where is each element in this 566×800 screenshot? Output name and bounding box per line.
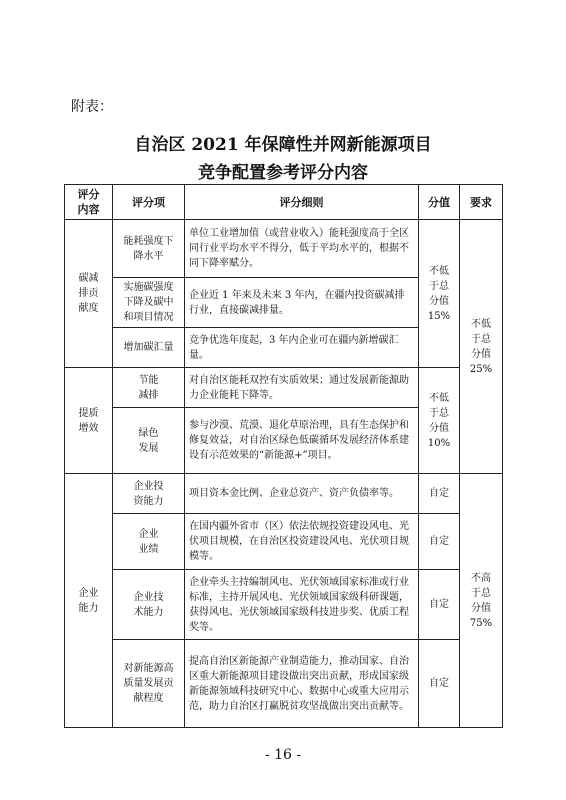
score-cell: 自定 xyxy=(419,514,460,570)
detail-cell: 单位工业增加值（或营业收入）能耗强度高于全区同行业平均水平不得分，低于平均水平的，根据不同下降率赋分。 xyxy=(185,220,419,278)
item-cell: 增加碳汇量 xyxy=(113,328,185,368)
document-title-line1: 自治区 2021 年保障性并网新能源项目 xyxy=(134,135,432,155)
detail-cell: 在国内疆外省市（区）依法依规投资建设风电、光伏项目规模，在自治区投资建设风电、光伏项目规模等。 xyxy=(185,514,419,570)
detail-cell: 企业牵头主持编制风电、光伏领域国家标准或行业标准，主持开展风电、光伏领域国家级科研课题，获得风电、光伏领域国家级科技进步奖、优质工程奖等。 xyxy=(185,570,419,640)
header-item: 评分项 xyxy=(113,185,185,220)
table-row xyxy=(65,570,503,640)
header-requirement: 要求 xyxy=(460,185,503,220)
table-row xyxy=(65,220,503,278)
page-number: - 16 - xyxy=(264,747,302,763)
table-row xyxy=(65,640,503,728)
header-detail: 评分细则 xyxy=(185,185,419,220)
requirement-cell-top: 不低 于总 分值 25% xyxy=(460,220,503,474)
document-title-line2: 竞争配置参考评分内容 xyxy=(198,163,368,183)
item-cell: 绿色 发展 xyxy=(113,408,185,474)
group-name-enterprise: 企业 能力 xyxy=(65,474,113,728)
item-cell: 企业 业绩 xyxy=(113,514,185,570)
table-row xyxy=(65,368,503,408)
group-name-quality: 提质 增效 xyxy=(65,368,113,474)
score-cell-carbon: 不低 于总 分值 15% xyxy=(419,220,460,368)
annex-label: 附表： xyxy=(71,99,113,115)
requirement-cell-bottom: 不高 于总 分值 75% xyxy=(460,474,503,728)
item-cell: 企业技 术能力 xyxy=(113,570,185,640)
item-cell: 节能 减排 xyxy=(113,368,185,408)
table-row xyxy=(65,474,503,514)
detail-cell: 项目资本金比例、企业总资产、资产负债率等。 xyxy=(185,474,419,514)
detail-cell: 企业近 1 年来及未来 3 年内，在疆内投资碳减排行业，直接碳减排量。 xyxy=(185,278,419,328)
score-cell: 自定 xyxy=(419,570,460,640)
item-cell: 实施碳强度 下降及碳中 和项目情况 xyxy=(113,278,185,328)
detail-cell: 对自治区能耗双控有实质效果；通过发展新能源助力企业能耗下降等。 xyxy=(185,368,419,408)
score-cell: 自定 xyxy=(419,640,460,728)
item-cell: 能耗强度下 降水平 xyxy=(113,220,185,278)
table-row xyxy=(65,514,503,570)
score-cell: 自定 xyxy=(419,474,460,514)
group-name-carbon: 碳减 排贡 献度 xyxy=(65,220,113,368)
header-content: 评分 内容 xyxy=(65,185,113,220)
table-header-row xyxy=(65,185,503,220)
scoring-table xyxy=(64,184,503,728)
detail-cell: 提高自治区新能源产业制造能力，推动国家、自治区重大新能源项目建设做出突出贡献，形成国家级新能源领域科技研究中心、数据中心或重大应用示范，助力自治区打赢脱贫攻坚战做出突出贡献等。 xyxy=(185,640,419,728)
item-cell: 对新能源高 质量发展贡 献程度 xyxy=(113,640,185,728)
header-score: 分值 xyxy=(419,185,460,220)
detail-cell: 竞争优选年度起，3 年内企业可在疆内新增碳汇量。 xyxy=(185,328,419,368)
score-cell-quality: 不低 于总 分值 10% xyxy=(419,368,460,474)
detail-cell: 参与沙漠、荒漠、退化草原治理，具有生态保护和修复效益，对自治区绿色低碳循环发展经济体系建设有示范效果的“新能源+”项目。 xyxy=(185,408,419,474)
item-cell: 企业投 资能力 xyxy=(113,474,185,514)
